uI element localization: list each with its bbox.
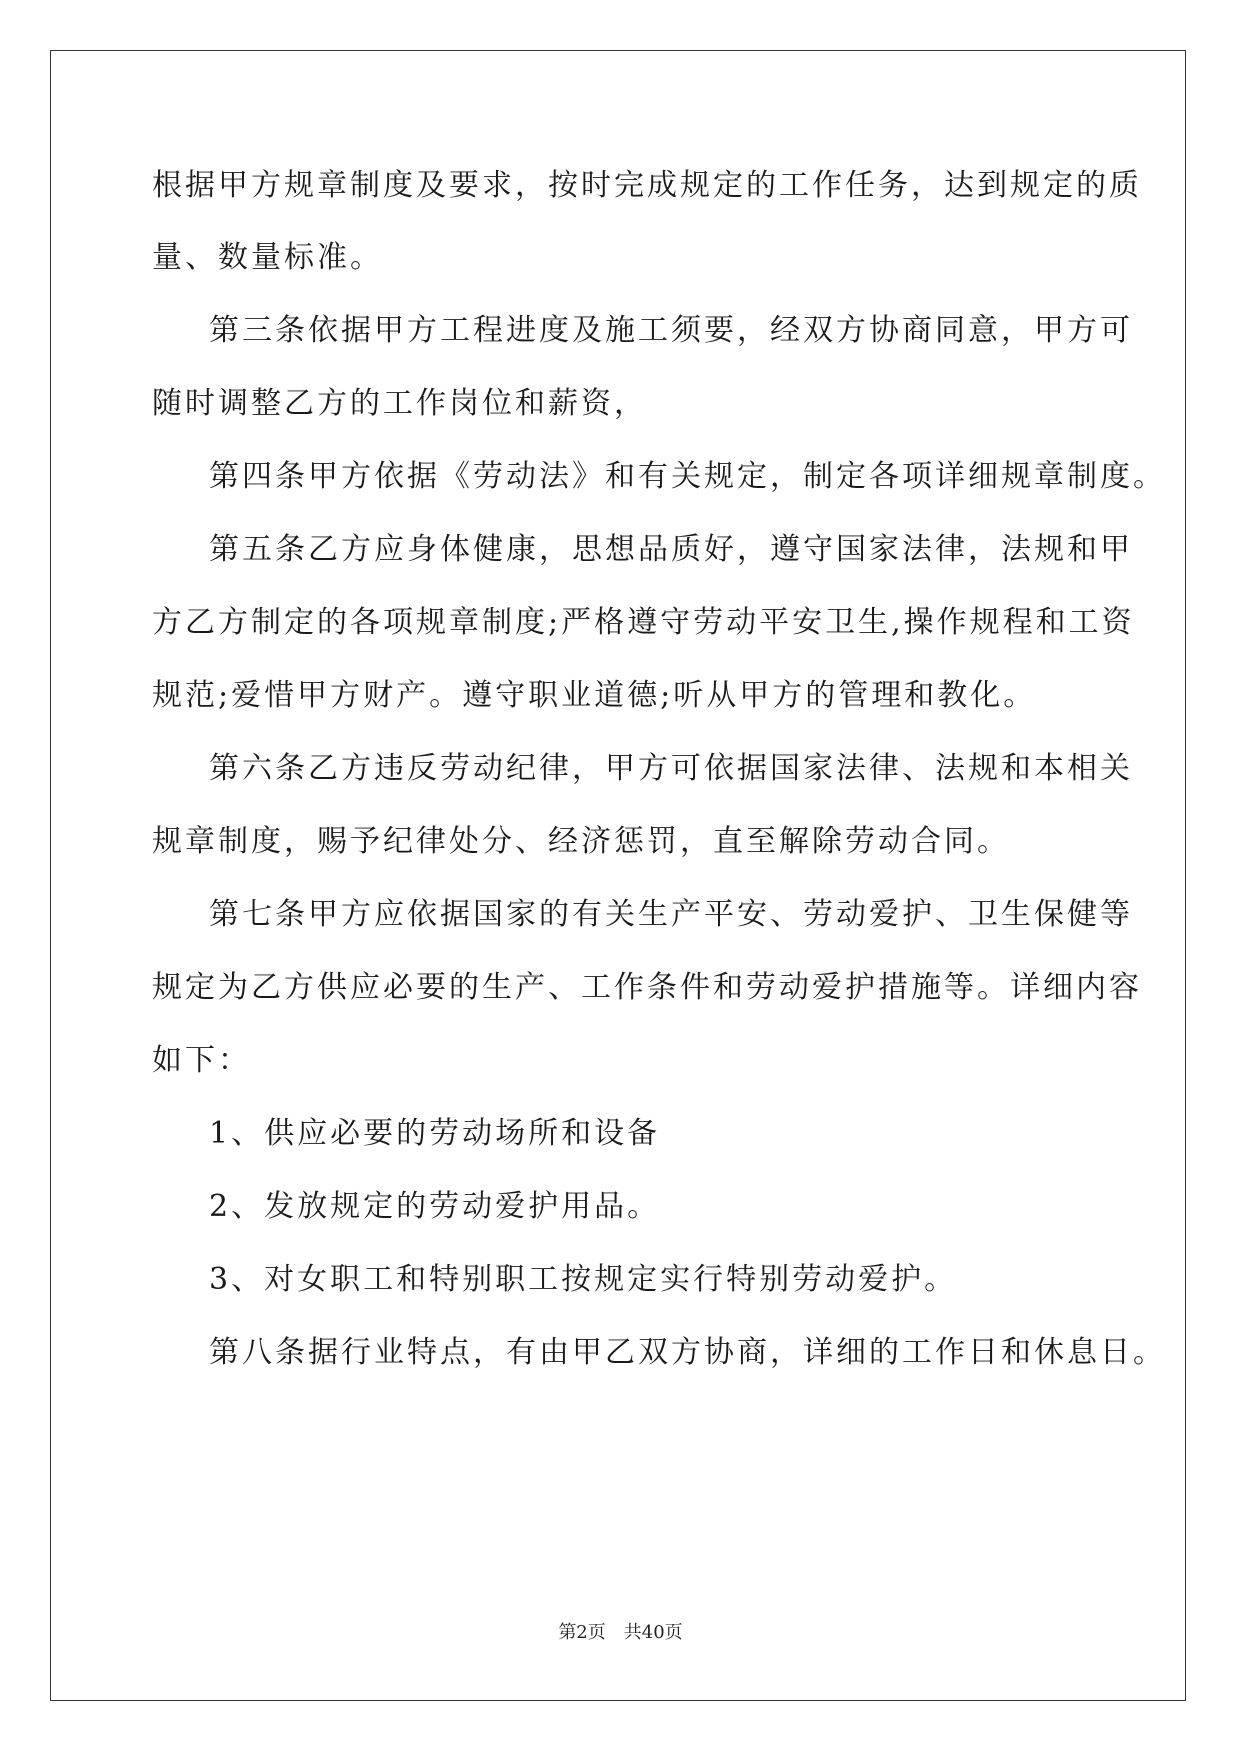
paragraph-line: 规定为乙方供应必要的生产、工作条件和劳动爱护措施等。详细内容: [152, 970, 1142, 1005]
paragraph-line: 规范;爱惜甲方财产。遵守职业道德;听从甲方的管理和教化。: [152, 678, 1037, 713]
list-item: 3、对女职工和特别职工按规定实行特别劳动爱护。: [209, 1262, 958, 1297]
paragraph-line: 第六条乙方违反劳动纪律，甲方可依据国家法律、法规和本相关: [209, 751, 1133, 786]
paragraph-line: 随时调整乙方的工作岗位和薪资，: [152, 386, 647, 421]
paragraph-line: 方乙方制定的各项规章制度;严格遵守劳动平安卫生,操作规程和工资: [152, 605, 1135, 640]
paragraph-line: 规章制度，赐予纪律处分、经济惩罚，直至解除劳动合同。: [152, 824, 1010, 859]
paragraph-line: 第四条甲方依据《劳动法》和有关规定，制定各项详细规章制度。: [209, 459, 1166, 494]
paragraph-line: 第七条甲方应依据国家的有关生产平安、劳动爱护、卫生保健等: [209, 897, 1133, 932]
page-number: 第2页 共40页: [558, 1622, 683, 1643]
paragraph-line: 量、数量标准。: [152, 240, 383, 275]
list-item: 1、供应必要的劳动场所和设备: [209, 1116, 661, 1151]
list-item: 2、发放规定的劳动爱护用品。: [209, 1189, 661, 1224]
paragraph-line: 第八条据行业特点，有由甲乙双方协商，详细的工作日和休息日。: [209, 1335, 1166, 1370]
paragraph-line: 第三条依据甲方工程进度及施工须要，经双方协商同意，甲方可: [209, 313, 1133, 348]
paragraph-line: 第五条乙方应身体健康，思想品质好，遵守国家法律，法规和甲: [209, 532, 1133, 567]
paragraph-line: 如下：: [152, 1043, 251, 1078]
page-border: [50, 50, 1186, 1701]
paragraph-line: 根据甲方规章制度及要求，按时完成规定的工作任务，达到规定的质: [152, 168, 1142, 203]
